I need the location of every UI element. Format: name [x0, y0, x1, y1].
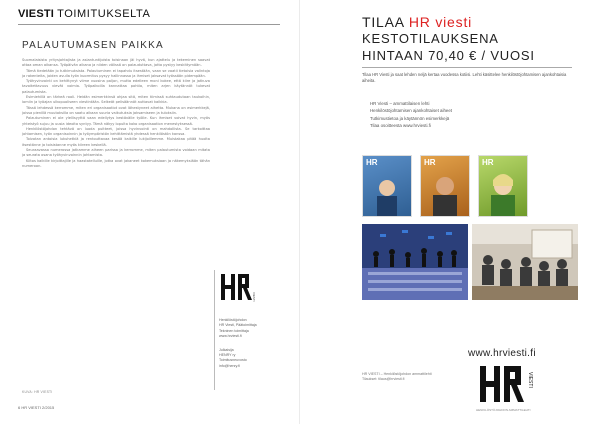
promo-line-1: KESTOTILAUKSENA — [362, 31, 499, 46]
hr-logo-large — [476, 362, 536, 406]
event-photo-2 — [472, 224, 578, 300]
paragraph: Kiitos kaikille kirjoittajille ja haastatelluille, jotka ovat jakaneet kokemuksiaan ja näkemyksiään tähän numeroon. — [22, 158, 210, 168]
cover-art — [421, 156, 469, 216]
promo-divider — [362, 67, 572, 68]
page-footer: 6 HR VIESTI 2/2015 — [18, 405, 55, 410]
list-item: Henkilöstöjohtamisen ajankohtaiset aiheet — [370, 108, 453, 114]
credit-line: Toimitusneuvosto — [219, 358, 247, 363]
credit-line: info@henry.fi — [219, 363, 240, 368]
article-title: PALAUTUMASEN PAIKKA — [22, 40, 164, 51]
list-item: HR Viesti – ammattilaisen lehti — [370, 101, 430, 106]
tagline: HENKILÖSTÖJOHDON AMMATTILEHTI — [476, 408, 531, 412]
promo-description: Tilaa HR Viesti ja saat lehden neljä kertaa vuodessa kotiisi. Lehti käsittelee henkilöstöjohtamisen ajankohtaisia aiheita. — [362, 72, 567, 83]
event-photo-1 — [362, 224, 468, 300]
cover-image[interactable] — [362, 155, 412, 217]
cover-masthead: HR — [424, 158, 436, 167]
paragraph: Tämä tiedetään jo tutkimuksista. Palautuminen ei tapahdu itsestään, vaan se vaatii tietoisia valintoja ja rakenteita, joiden avulla työn kuormitus pysyy hallinnassa ja ihmiset jaksavat työssään pidempään. — [22, 68, 210, 78]
column-divider — [214, 270, 215, 390]
cover-image[interactable] — [478, 155, 528, 217]
cover-masthead: HR — [482, 158, 494, 167]
article-body — [22, 58, 210, 169]
credit-line: HENRY ry — [219, 353, 236, 358]
credit-line: Julkaisija — [219, 347, 234, 352]
section-title: TOIMITUKSELTA — [57, 8, 151, 20]
list-item: Tilaa osoitteesta www.hrviesti.fi — [370, 122, 431, 128]
promo-brand: HR — [408, 14, 431, 30]
credit-line: www.hrviesti.fi — [219, 334, 242, 339]
website-link[interactable]: www.hrviesti.fi — [468, 348, 536, 359]
paragraph: Seuraavassa numerossa jatkamme aiheen parissa ja kerromme, miten palautumista voidaan mitata ja seurata osana työhyvinvoinnin johtamista. — [22, 148, 210, 158]
section-header — [18, 8, 150, 20]
photo-caption: KUVA: HR VIESTI — [22, 390, 53, 394]
credit-line: Henkilöstöjohdon — [219, 318, 247, 322]
caption-line: HR VIESTI – Henkilöstöjohdon ammattilehti — [362, 372, 432, 376]
magazine-covers — [362, 155, 577, 215]
cover-image[interactable] — [420, 155, 470, 217]
section-brand: VIESTI — [18, 8, 55, 20]
promo-list — [370, 100, 570, 129]
promo-lead: TILAA — [362, 14, 409, 30]
paragraph: Toivotan antoisia lukuhetkiä ja rentouttavaa kesää kaikille lukijoillemme. Muistakaa pitää huolta itsestänne ja toisistanne myös kiireen keskellä. — [22, 137, 210, 147]
paragraph: Työhyvinvointi on kehittynyt viime vuosina paljon, mutta edelleen moni kokee, että kiire ja jatkuva tavoitettavuus vievät voimia. Työpaikoilla kannattaa pohtia, miten arjen käytännöt tukevat palautumista. — [22, 79, 210, 94]
credit-line: Tekninen toimittaja — [219, 328, 249, 333]
svg-text:VIESTI: VIESTI — [252, 292, 256, 302]
paragraph: Suomalaisista yritysjohtajista ja asiantuntijoista toisinaan jäi hyvä, kun ajattelu ja tekeminen saavat ottaa oman aikansa. Työpäivän aikana ja niiden välissä on palauduttava, jotta pystyy keskittymään. — [22, 58, 210, 68]
list-item: Tutkimustietoa ja käytännön esimerkkejä — [370, 115, 450, 121]
paragraph: Tässä lehdessä kerromme, miten eri organisaatiot ovat lähestyneet aihetta. Mukana on esimerkkejä, joissa pienillä muutoksilla on saatu aikaan suuria vaikutuksia jaksamiseen ja tuloksiin. — [22, 105, 210, 115]
paragraph: Henkilöstöjohdon tehtävä on luoda puitteet, joissa hyvinvointi on mahdollista. Se tarkoittaa johtamisen, työn organisoinnin ja työympäristön kehittämistä yhdessä henkilöstön kanssa. — [22, 126, 210, 137]
header-divider — [18, 24, 280, 25]
paragraph: Esimiehillä on tärkeä rooli. Heidän esimerkkinsä ohjaa sitä, miten tiimissä suhtaudutaan taukoihin, lomiin ja työajan ulkopuoliseen viestintään. Selkeät pelisäännöt auttavat kaikkia. — [22, 95, 210, 105]
cover-masthead: HR — [366, 158, 378, 167]
right-caption — [362, 372, 472, 382]
cover-art — [363, 156, 411, 216]
logo-sub: VIESTI — [527, 372, 533, 388]
promo-tail: viesti — [430, 14, 473, 30]
credit-line: HR Viesti, Päätoimittaja — [219, 323, 257, 328]
promo-title — [362, 14, 472, 30]
paragraph: Palautuminen ei ole ylellisyyttä vaan edellytys kestävälle työlle. Kun ihmiset voivat hyvin, myös yhteistyö sujuu ja uusia ideoita syntyy. Tämä näkyy lopulta koko organisaation menestyksessä. — [22, 116, 210, 126]
promo-line-2: HINTAAN 70,40 € / VUOSI — [362, 48, 535, 63]
credits — [219, 318, 289, 369]
cover-art — [479, 156, 527, 216]
caption-line: Tilaukset: tilaus@hrviesti.fi — [362, 377, 405, 382]
hr-logo-small — [219, 270, 257, 304]
